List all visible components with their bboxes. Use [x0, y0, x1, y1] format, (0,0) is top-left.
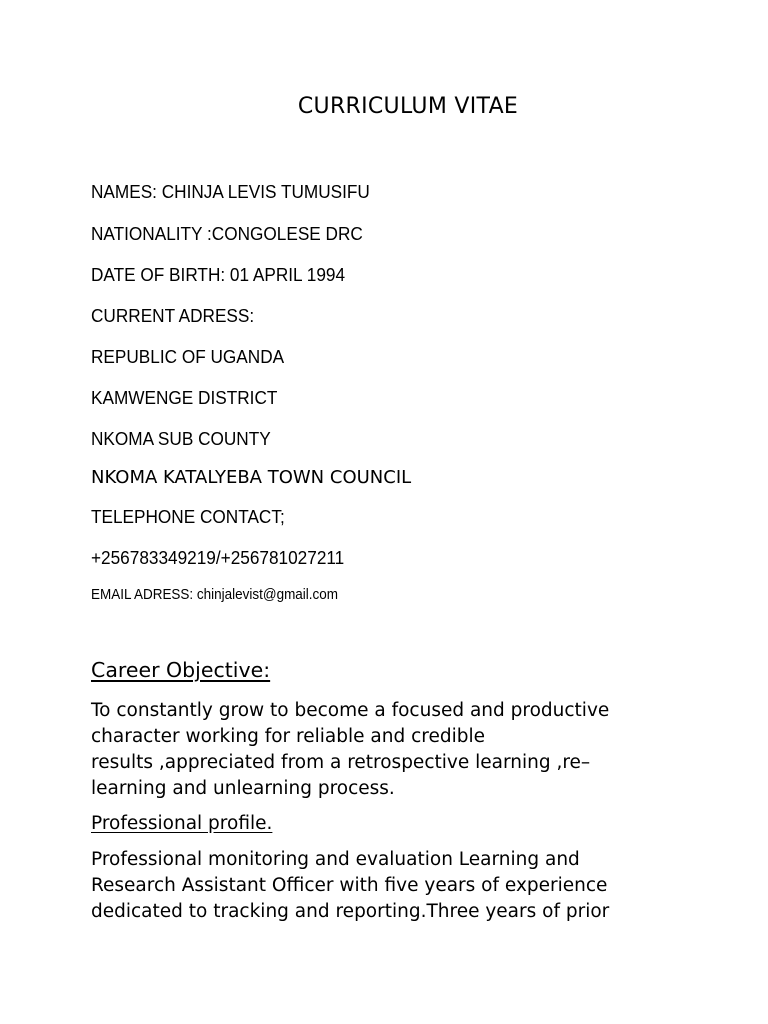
- email-line: EMAIL ADRESS: chinjalevist@gmail.com: [91, 587, 339, 603]
- professional-profile-line: Research Assistant Officer with five years of experience: [91, 875, 608, 896]
- names-line: NAMES: CHINJA LEVIS TUMUSIFU: [91, 181, 370, 202]
- address-town-council: NKOMA KATALYEBA TOWN COUNCIL: [91, 467, 412, 488]
- career-objective-heading: Career Objective:: [91, 658, 271, 682]
- document-title: CURRICULUM VITAE: [297, 94, 519, 119]
- address-country: REPUBLIC OF UGANDA: [91, 346, 285, 367]
- professional-profile-line: Professional monitoring and evaluation Learning and: [91, 849, 580, 870]
- current-address-label: CURRENT ADRESS:: [91, 305, 255, 326]
- telephone-numbers: +256783349219/+256781027211: [91, 547, 345, 568]
- nationality-line: NATIONALITY :CONGOLESE DRC: [91, 223, 363, 244]
- career-objective-line: results ,appreciated from a retrospective learning ,re–: [91, 752, 591, 773]
- address-district: KAMWENGE DISTRICT: [91, 387, 278, 408]
- career-objective-line: character working for reliable and credible: [91, 726, 485, 747]
- career-objective-line: learning and unlearning process.: [91, 778, 395, 799]
- professional-profile-heading: Professional profile.: [91, 813, 273, 834]
- career-objective-line: To constantly grow to become a focused and productive: [91, 700, 610, 721]
- career-objective-text: [91, 698, 691, 802]
- date-of-birth-line: DATE OF BIRTH: 01 APRIL 1994: [91, 264, 346, 285]
- professional-profile-line: dedicated to tracking and reporting.Three years of prior: [91, 901, 610, 922]
- professional-profile-text: [91, 847, 691, 925]
- address-sub-county: NKOMA SUB COUNTY: [91, 428, 271, 449]
- telephone-label: TELEPHONE CONTACT;: [91, 506, 285, 527]
